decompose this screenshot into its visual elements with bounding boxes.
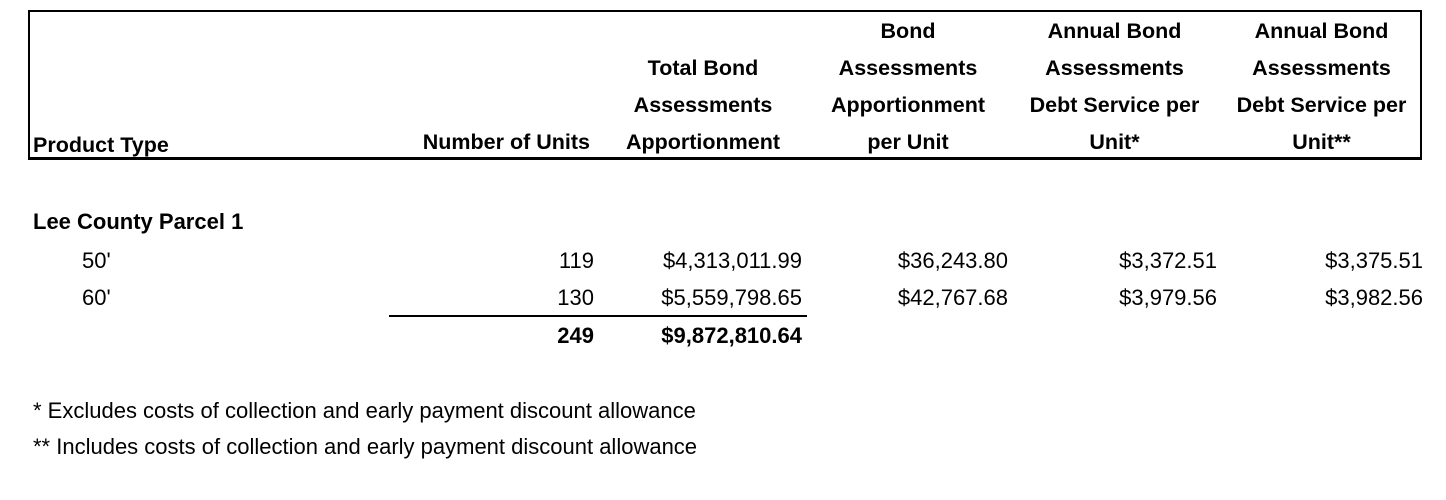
total-amount: $9,872,810.64 [661,323,802,348]
row-annual-2: $3,982.56 [1325,285,1423,310]
header-annual-debt-2 [1219,13,1424,161]
header-bond-per-unit-line-2: Assessments [838,56,978,80]
header-product-type-line: Product Type [33,133,169,157]
header-number-of-units [380,124,590,161]
header-annual-debt-2-line-4: Unit** [1292,130,1351,154]
header-total-bond-line-2: Assessments [633,93,773,117]
row-units: 130 [557,285,594,310]
total-units: 249 [557,323,594,348]
header-annual-debt-1-line-1: Annual Bond [1047,19,1182,43]
header-bond-per-unit-line-4: per Unit [867,130,949,154]
row-per-unit: $42,767.68 [897,285,1008,310]
header-total-bond-line-1: Total Bond [647,56,759,80]
header-total-bond-line-3: Apportionment [625,130,781,154]
header-annual-debt-1 [1012,13,1217,161]
header-number-of-units-line: Number of Units [422,130,590,154]
row-units: 119 [558,248,594,273]
row-per-unit: $36,243.80 [897,248,1008,273]
header-bond-per-unit-line-1: Bond [880,19,936,43]
row-annual-2: $3,375.51 [1325,248,1423,273]
header-annual-debt-1-line-2: Assessments [1045,56,1184,80]
row-annual-1: $3,979.56 [1119,285,1217,310]
row-product: 50' [82,248,111,273]
header-annual-debt-2-line-2: Assessments [1252,56,1391,80]
header-bond-per-unit [808,13,1008,161]
header-annual-debt-1-line-3: Debt Service per [1029,93,1200,117]
header-total-bond [598,50,808,161]
group-title: Lee County Parcel 1 [33,209,244,234]
row-annual-1: $3,372.51 [1119,248,1217,273]
header-annual-debt-2-line-3: Debt Service per [1236,93,1407,117]
footnote-2: ** Includes costs of collection and early payment discount allowance [33,434,698,459]
footnote-1: * Excludes costs of collection and early payment discount allowance [33,398,696,423]
header-product-type [33,127,333,164]
subtotal-rule [389,315,807,317]
row-total: $4,313,011.99 [662,248,802,273]
row-total: $5,559,798.65 [661,285,802,310]
row-product: 60' [82,285,111,310]
header-bond-per-unit-line-3: Apportionment [830,93,986,117]
header-annual-debt-2-line-1: Annual Bond [1254,19,1389,43]
header-annual-debt-1-line-4: Unit* [1089,130,1140,154]
